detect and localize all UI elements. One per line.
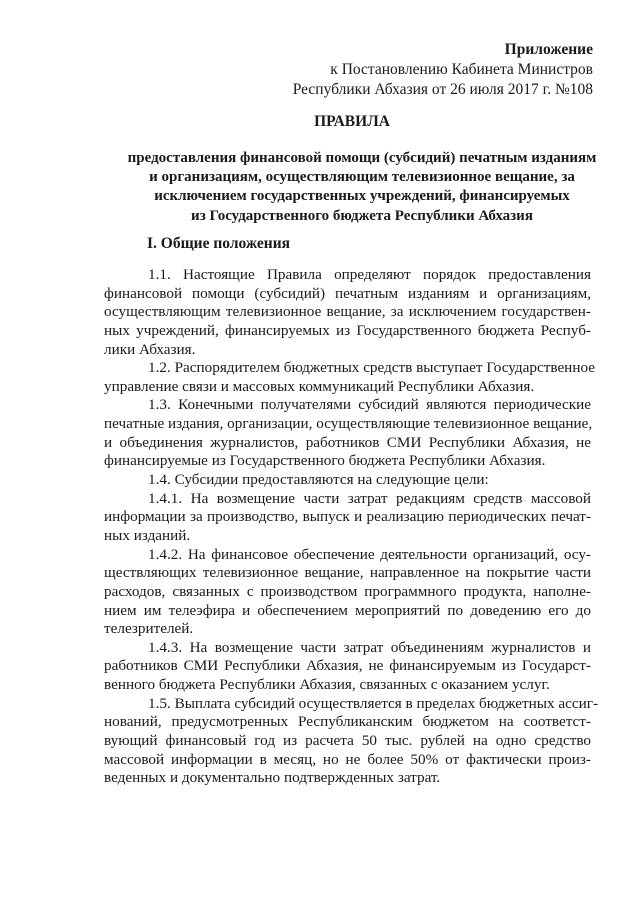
appendix-decree-line: к Постановлению Кабинета Министров [330,61,593,78]
section-heading: I. Общие положения [147,235,291,252]
paragraph-line: лики Абхазия. [104,340,196,358]
paragraph [104,639,591,695]
paragraph [104,546,591,639]
paragraph-line: ных учреждений, финансируемых из Государственного бюджета Респуб- [104,321,591,339]
paragraph-line: 1.4. Субсидии предоставляются на следующие цели: [148,471,489,489]
paragraph-line: 1.5. Выплата субсидий осуществляется в пределах бюджетных ассиг- [148,694,599,712]
appendix-header [293,40,593,100]
paragraph [104,490,591,546]
paragraph-line: массовой информации в месяц, но не более 50% от фактически произ- [104,750,591,768]
paragraph-line: 1.4.3. На возмещение части затрат объединениям журналистов и [148,638,591,656]
paragraph-line: нием им телеэфира и обеспечением мероприятий по доведению его до [104,601,591,619]
paragraph-line: информации за производство, выпуск и реализацию периодических печат- [104,508,591,526]
paragraph-line: управление связи и массовых коммуникаций Республики Абхазия. [104,377,535,395]
paragraph-line: ществляющих телевизионное вещание, направленное на покрытие части [104,564,591,582]
paragraph-line: ных изданий. [104,526,191,544]
paragraph-line: расходов, связанных с производством программного продукта, наполне- [104,582,591,600]
document-title: ПРАВИЛА [314,113,390,130]
paragraph-line: веденных и документально подтвержденных затрат. [104,769,441,787]
appendix-label: Приложение [504,41,593,58]
paragraph-line: венного бюджета Республики Абхазия, связанных с оказанием услуг. [104,676,550,694]
paragraph-line: 1.1. Настоящие Правила определяют порядок предоставления [148,266,591,283]
subtitle-line: и организациям, осуществляющим телевизионное вещание, за [149,169,575,186]
paragraph-line: 1.4.2. На финансовое обеспечение деятельности организаций, осу- [148,545,591,563]
paragraph [104,266,591,359]
paragraph-line: 1.4.1. На возмещение части затрат редакциям средств массовой [148,489,591,507]
paragraph-line: 1.3. Конечными получателями субсидий являются периодические [148,396,591,414]
paragraph-line: нований, предусмотренных Республиканским бюджетом на соответст- [104,713,591,731]
paragraph-line: телезрителей. [104,620,194,638]
document-body [104,266,599,788]
paragraph [104,359,595,396]
subtitle-line: из Государственного бюджета Республики Абхазия [191,207,533,224]
paragraph-line: вующий финансовый год из расчета 50 тыс. рублей на одно средство [104,732,591,750]
paragraph-line: осуществляющим телевизионное вещание, за исключением государствен- [104,303,591,321]
paragraph [104,396,591,471]
paragraph-line: печатные издания, организации, осуществляющие телевизионное вещание, [104,415,593,433]
paragraph-line: финансовой помощи (субсидий) печатным изданиям и организациям, [104,284,591,302]
document-subtitle [120,149,604,226]
paragraph-line: 1.2. Распорядителем бюджетных средств выступает Государственное [148,359,595,377]
appendix-date-line: Республики Абхазия от 26 июля 2017 г. №108 [292,81,593,98]
subtitle-line: предоставления финансовой помощи (субсидий) печатным изданиям [127,150,597,166]
paragraph-line: финансируемые из Государственного бюджета Республики Абхазия. [104,452,546,470]
subtitle-line: исключением государственных учреждений, финансируемых [154,188,570,205]
paragraph [104,471,591,490]
paragraph-line: работников СМИ Республики Абхазия, не финансируемым из Государст- [104,657,591,675]
paragraph [104,694,599,788]
paragraph-line: и объединения журналистов, работников СМИ Республики Абхазия, не [104,433,591,451]
